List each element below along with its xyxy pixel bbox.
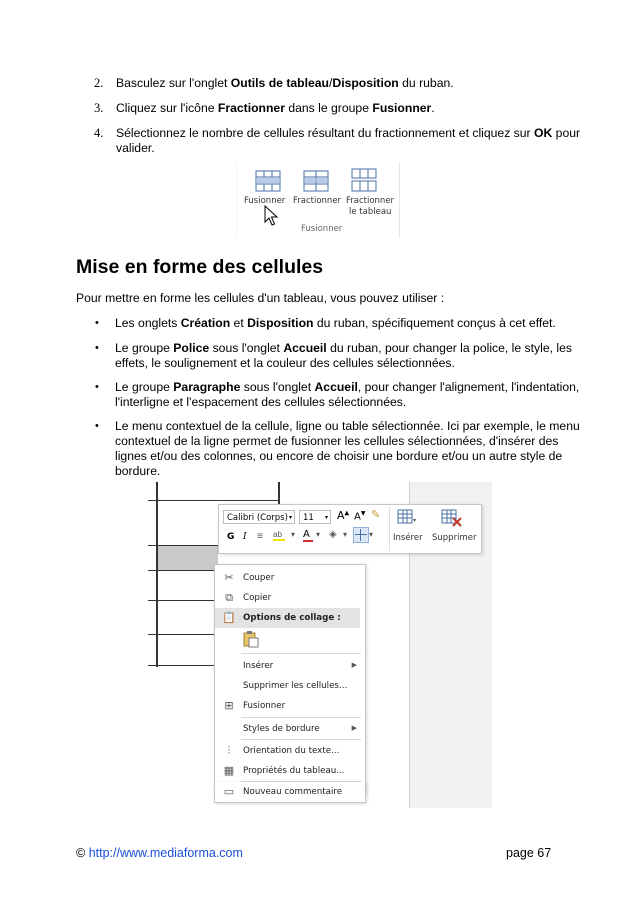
center-align-icon[interactable]: ≡: [257, 531, 263, 542]
footer-link[interactable]: http://www.mediaforma.com: [88, 846, 243, 860]
bullet-1-text: Les onglets Création et Disposition du ruban, spécifiquement conçus à cet effet.: [115, 316, 556, 330]
table-properties-icon: ▦: [223, 764, 235, 777]
highlight-icon[interactable]: ab: [273, 530, 285, 541]
copy-icon: ⧉: [225, 591, 233, 604]
menu-item-copier[interactable]: ⧉ Copier: [215, 588, 360, 608]
menu-separator: [241, 653, 361, 654]
step-4: 4.: [94, 126, 104, 140]
menu-item-orientation[interactable]: ⫶ Orientation du texte...: [215, 741, 360, 761]
section-heading: Mise en forme des cellules: [76, 256, 324, 278]
font-color-icon[interactable]: A: [303, 529, 313, 542]
step-2-text: Basculez sur l'onglet Outils de tableau/Disposition du ruban.: [116, 76, 454, 90]
shading-icon[interactable]: ◈: [329, 529, 337, 540]
split-table-button-label-1[interactable]: Fractionner: [346, 196, 395, 206]
dropdown-arrow-icon[interactable]: ▾: [343, 530, 348, 539]
table-line: [148, 545, 218, 546]
italic-button[interactable]: I: [243, 532, 247, 542]
clipboard-icon: 📋: [222, 611, 236, 624]
intro-text: Pour mettre en forme les cellules d'un tableau, vous pouvez utiliser :: [76, 291, 445, 305]
shrink-font-button[interactable]: A▼: [354, 510, 366, 523]
bullet-icon: •: [95, 420, 99, 432]
bullet-4-text: Le menu contextuel de la cellule, ligne ou table sélectionnée. Ici par exemple, le menu contextuel de la ligne permet de fusionner les cellules sélectionnées, d'insérer des lignes et/ou des colonnes, ou encore de choisir une bordure et/ou un autre style de bordure.: [115, 419, 580, 478]
split-button-label[interactable]: Fractionner: [293, 196, 342, 206]
bold-button[interactable]: G: [227, 532, 235, 542]
context-menu: [214, 564, 366, 794]
dropdown-arrow-icon[interactable]: ▾: [316, 530, 321, 539]
menu-item-options-collage: 📋 Options de collage :: [215, 608, 360, 628]
split-cells-icon: [303, 170, 329, 192]
group-label: Fusionner: [301, 224, 343, 234]
table-line: [148, 600, 218, 601]
table-line: [148, 634, 218, 635]
merge-cells-icon: [255, 170, 281, 192]
delete-table-icon[interactable]: [441, 509, 465, 527]
format-painter-icon[interactable]: ✎: [371, 509, 381, 521]
step-4-text: Sélectionnez le nombre de cellules résultant du fractionnement et cliquez sur OK pour valider.: [116, 126, 581, 155]
ribbon-screenshot: [236, 162, 400, 238]
delete-label[interactable]: Supprimer: [432, 533, 477, 543]
selected-row: [158, 546, 218, 570]
merge-cells-icon: ⊞: [224, 699, 234, 712]
submenu-arrow-icon: ▶: [351, 724, 357, 732]
context-menu-bottom: [214, 782, 366, 803]
bullet-icon: •: [95, 342, 99, 354]
font-size-box[interactable]: 11 ▾: [299, 510, 331, 524]
bullet-icon: •: [95, 381, 99, 393]
mini-toolbar: [218, 504, 482, 554]
split-table-icon: [351, 168, 377, 192]
table-line: [148, 570, 218, 571]
split-table-button-label-2: le tableau: [349, 207, 392, 217]
menu-item-styles-bordure[interactable]: Styles de bordure ▶: [243, 724, 357, 734]
footer-copyright: © http://www.mediaforma.com: [76, 846, 243, 860]
table-line: [148, 500, 280, 501]
merge-button-label[interactable]: Fusionner: [244, 196, 286, 206]
table-line: [156, 482, 158, 667]
menu-item-supprimer-cellules[interactable]: Supprimer les cellules...: [243, 681, 348, 691]
step-3-text: Cliquez sur l'icône Fractionner dans le groupe Fusionner.: [116, 101, 435, 115]
insert-label[interactable]: Insérer: [393, 533, 423, 543]
menu-item-nouveau-commentaire[interactable]: ▭ Nouveau commentaire: [223, 785, 343, 798]
menu-item-inserer[interactable]: Insérer ▶: [243, 661, 357, 671]
bullet-icon: •: [95, 317, 99, 329]
menu-separator: [241, 739, 361, 740]
font-name-box[interactable]: Calibri (Corps) ▾: [223, 510, 295, 524]
scissors-icon: ✂: [224, 571, 234, 584]
dropdown-arrow-icon[interactable]: ▾: [369, 530, 374, 539]
menu-separator: [241, 717, 361, 718]
step-2: 2.: [94, 76, 104, 90]
menu-item-fusionner[interactable]: ⊞ Fusionner: [215, 696, 360, 716]
bullet-3-text: Le groupe Paragraphe sous l'onglet Accueil, pour changer l'alignement, l'indentation, l'interligne et l'espacement des cellules sélectionnées.: [115, 380, 580, 409]
page-number: page 67: [506, 846, 552, 860]
borders-icon[interactable]: [353, 527, 369, 543]
grow-font-button[interactable]: A▲: [337, 509, 350, 522]
menu-item-proprietes[interactable]: ▦ Propriétés du tableau...: [223, 764, 345, 777]
comment-icon: ▭: [223, 785, 235, 798]
context-menu-screenshot: [148, 482, 492, 808]
menu-item-couper[interactable]: ✂ Couper: [215, 568, 360, 588]
table-line: [148, 665, 218, 666]
bullet-2-text: Le groupe Police sous l'onglet Accueil du ruban, pour changer la police, le style, les effets, le soulignement et la couleur des cellules sélectionnées.: [115, 341, 572, 370]
mouse-cursor-icon: [263, 205, 279, 227]
toolbar-separator: [389, 507, 390, 551]
insert-table-icon[interactable]: [397, 509, 417, 525]
dropdown-arrow-icon[interactable]: ▾: [291, 530, 296, 539]
paste-keep-source-icon[interactable]: [243, 630, 259, 648]
step-3: 3.: [94, 101, 104, 115]
text-direction-icon: ⫶: [227, 744, 231, 757]
svg-text:▾: ▾: [413, 518, 417, 524]
submenu-arrow-icon: ▶: [351, 661, 357, 669]
